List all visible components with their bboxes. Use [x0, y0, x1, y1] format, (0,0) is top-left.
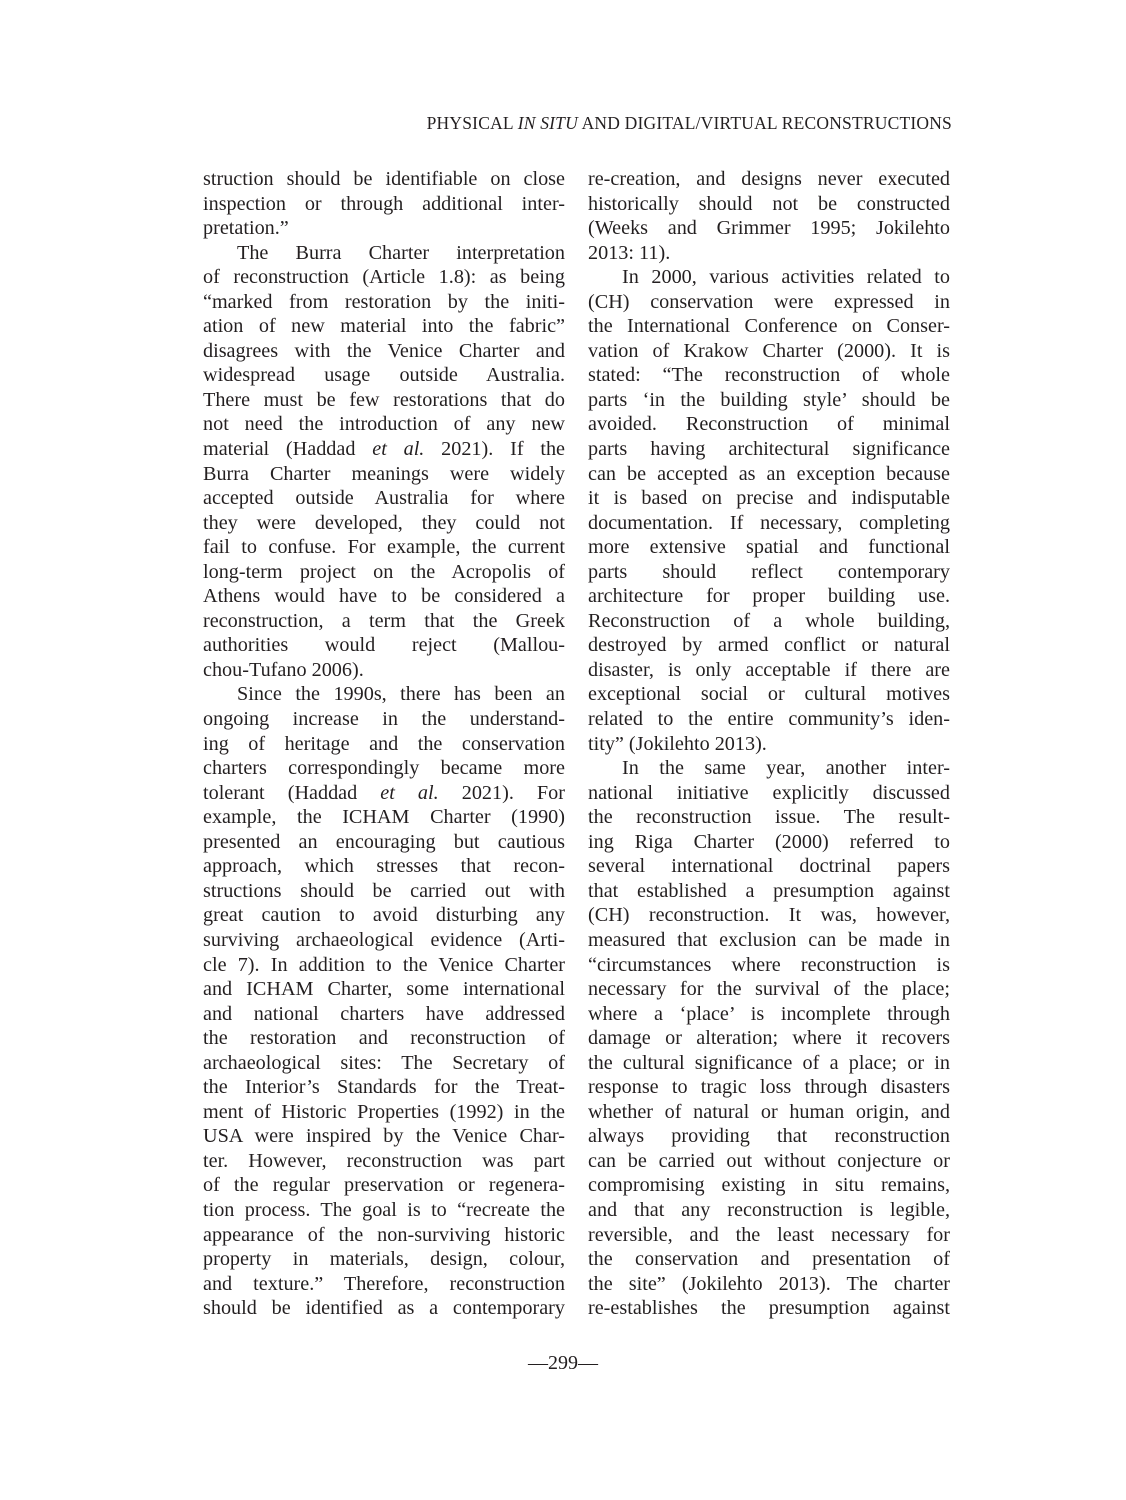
text-line: reconstruction, a term that the Greek — [203, 609, 565, 632]
paragraph-start-line: In the same year, another inter- — [622, 757, 950, 780]
text-line: struction should be identifiable on close — [203, 168, 565, 190]
running-head-part1: PHYSICAL — [426, 113, 518, 133]
text-line: parts should reflect contemporary — [588, 560, 950, 583]
page-number: —299— — [528, 1352, 598, 1374]
text-line: compromising existing in situ remains, — [588, 1174, 950, 1197]
text-line: tity” (Jokilehto 2013). — [588, 732, 767, 755]
text-segment: 2021). If the — [424, 438, 565, 461]
text-line: ing of heritage and the conservation — [203, 732, 565, 755]
text-line: the Interior’s Standards for the Treat- — [203, 1076, 565, 1099]
text-line: avoided. Reconstruction of minimal — [588, 413, 950, 436]
paragraph-start-line: Since the 1990s, there has been an — [237, 683, 565, 706]
text-line: that established a presumption against — [588, 879, 950, 902]
text-line: structions should be carried out with — [203, 879, 565, 902]
text-line-with-citation — [203, 781, 565, 806]
text-line: national initiative explicitly discussed — [588, 781, 950, 804]
running-head-part3: AND DIGITAL/VIRTUAL RECONSTRUCTIONS — [577, 113, 952, 133]
text-line: measured that exclusion can be made in — [588, 928, 950, 951]
left-column — [203, 167, 565, 1321]
text-line: ongoing increase in the understand- — [203, 708, 565, 731]
text-line: more extensive spatial and functional — [588, 536, 950, 559]
text-line: and ICHAM Charter, some international — [203, 978, 565, 1001]
text-line: charters correspondingly became more — [203, 757, 565, 780]
text-line: they were developed, they could not — [203, 511, 565, 534]
text-line: parts having architectural significance — [588, 438, 950, 461]
italic-et-al: et al. — [380, 781, 439, 804]
text-line: stated: “The reconstruction of whole — [588, 364, 950, 387]
paragraph-start-line: In 2000, various activities related to — [622, 266, 950, 289]
text-line: the conservation and presentation of — [588, 1248, 950, 1271]
right-column — [588, 167, 950, 1321]
text-line: where a ‘place’ is incomplete through — [588, 1002, 950, 1025]
text-line: not need the introduction of any new — [203, 413, 565, 436]
text-line: it is based on precise and indisputable — [588, 487, 950, 510]
paragraph-start-line: The Burra Charter interpretation — [237, 241, 565, 264]
text-line: whether of natural or human origin, and — [588, 1100, 950, 1123]
text-line: surviving archaeological evidence (Arti- — [203, 928, 565, 951]
text-segment: tolerant (Haddad — [203, 781, 381, 804]
text-line: cle 7). In addition to the Venice Charter — [203, 953, 565, 976]
text-line: (CH) reconstruction. It was, however, — [588, 904, 950, 927]
text-line: long-term project on the Acropolis of — [203, 560, 565, 583]
text-segment: 2021). For — [438, 781, 565, 804]
text-line: the cultural significance of a place; or in — [588, 1051, 950, 1074]
text-line: historically should not be constructed — [588, 192, 950, 215]
running-head — [427, 113, 952, 134]
text-line: should be identified as a contemporary — [203, 1297, 565, 1320]
text-line: “marked from restoration by the initi- — [203, 290, 565, 313]
text-line: of reconstruction (Article 1.8): as being — [203, 266, 565, 289]
text-line: vation of Krakow Charter (2000). It is — [588, 339, 950, 362]
italic-et-al: et al. — [372, 438, 425, 461]
text-line: inspection or through additional inter- — [203, 192, 565, 215]
text-line: the reconstruction issue. The result- — [588, 806, 950, 829]
text-line: documentation. If necessary, completing — [588, 511, 950, 534]
text-line: and texture.” Therefore, reconstruction — [203, 1272, 565, 1295]
text-line: property in materials, design, colour, — [203, 1248, 565, 1271]
text-line: reversible, and the least necessary for — [588, 1223, 950, 1246]
text-line: parts ‘in the building style’ should be — [588, 388, 950, 411]
text-line-with-citation — [203, 437, 565, 462]
text-line: related to the entire community’s iden- — [588, 708, 950, 731]
text-line: several international doctrinal papers — [588, 855, 950, 878]
text-line: fail to confuse. For example, the current — [203, 536, 565, 559]
text-line: (Weeks and Grimmer 1995; Jokilehto — [588, 217, 950, 240]
text-line: great caution to avoid disturbing any — [203, 904, 565, 927]
text-line: Reconstruction of a whole building, — [588, 609, 950, 632]
text-line: re-establishes the presumption against — [588, 1297, 950, 1320]
text-line: can be carried out without conjecture or — [588, 1149, 950, 1172]
text-line: always providing that reconstruction — [588, 1125, 950, 1148]
text-segment: material (Haddad — [203, 438, 373, 461]
text-line: and national charters have addressed — [203, 1002, 565, 1025]
text-line: response to tragic loss through disasters — [588, 1076, 950, 1099]
text-line: 2013: 11). — [588, 241, 671, 264]
text-line: ing Riga Charter (2000) referred to — [588, 830, 950, 853]
text-line: authorities would reject (Mallou- — [203, 634, 565, 657]
text-line: example, the ICHAM Charter (1990) — [203, 806, 565, 829]
text-line: chou-Tufano 2006). — [203, 658, 364, 681]
text-line: archaeological sites: The Secretary of — [203, 1051, 565, 1074]
text-line: ment of Historic Properties (1992) in the — [203, 1100, 565, 1123]
text-line: destroyed by armed conflict or natural — [588, 634, 950, 657]
text-line: accepted outside Australia for where — [203, 487, 565, 510]
text-line: USA were inspired by the Venice Char- — [203, 1125, 565, 1148]
text-line: ter. However, reconstruction was part — [203, 1149, 565, 1172]
text-line: and that any reconstruction is legible, — [588, 1198, 950, 1221]
text-line: Athens would have to be considered a — [203, 585, 565, 608]
text-line: presented an encouraging but cautious — [203, 830, 565, 853]
text-line: widespread usage outside Australia. — [203, 364, 565, 387]
text-line: the site” (Jokilehto 2013). The charter — [588, 1272, 950, 1295]
running-head-italic: IN SITU — [517, 113, 578, 133]
text-line: the International Conference on Conser- — [588, 315, 950, 338]
text-line: There must be few restorations that do — [203, 388, 565, 411]
text-line: ation of new material into the fabric” — [203, 315, 565, 338]
text-line: “circumstances where reconstruction is — [588, 953, 950, 976]
text-line: (CH) conservation were expressed in — [588, 290, 950, 313]
text-line: disagrees with the Venice Charter and — [203, 339, 565, 362]
text-line: necessary for the survival of the place; — [588, 978, 950, 1001]
text-line: of the regular preservation or regenera- — [203, 1174, 565, 1197]
text-line: Burra Charter meanings were widely — [203, 462, 565, 485]
text-line: the restoration and reconstruction of — [203, 1027, 565, 1050]
text-line: re-creation, and designs never executed — [588, 168, 950, 190]
text-line: can be accepted as an exception because — [588, 462, 950, 485]
text-line: pretation.” — [203, 217, 289, 240]
text-line: disaster, is only acceptable if there are — [588, 658, 950, 681]
text-line: damage or alteration; where it recovers — [588, 1027, 950, 1050]
text-line: architecture for proper building use. — [588, 585, 950, 608]
text-line: approach, which stresses that recon- — [203, 855, 565, 878]
text-line: appearance of the non-surviving historic — [203, 1223, 565, 1246]
text-line: exceptional social or cultural motives — [588, 683, 950, 706]
text-line: tion process. The goal is to “recreate the — [203, 1198, 565, 1221]
